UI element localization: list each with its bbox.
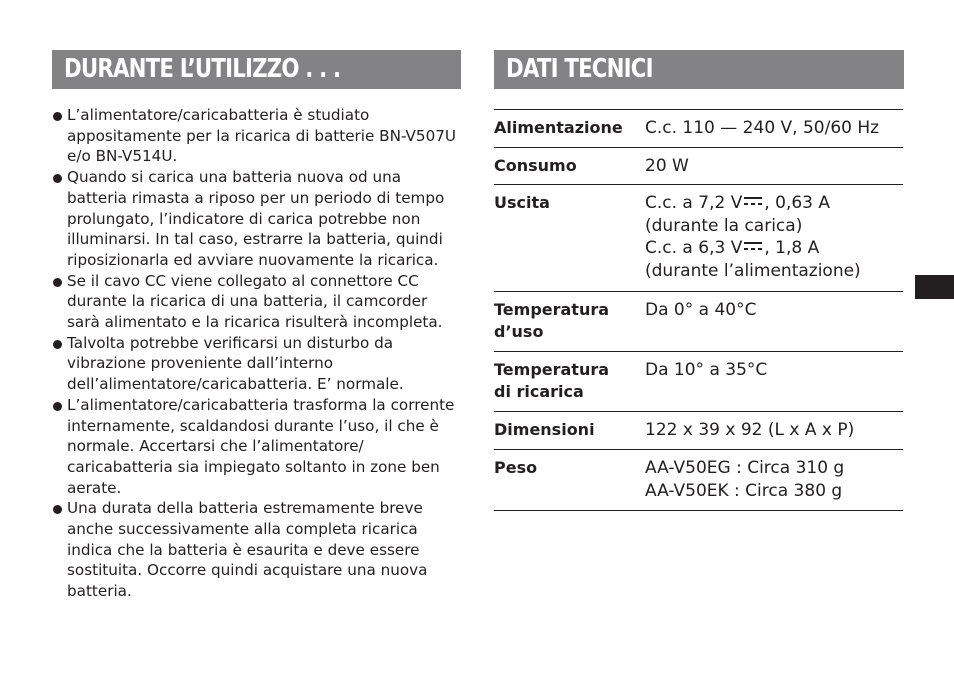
section-title-bar-right xyxy=(494,50,904,89)
spec-value: 122 x 39 x 92 (L x A x P) xyxy=(645,420,855,440)
usage-note-line: anche successivamente alla completa ricarica xyxy=(67,520,418,539)
dc-current-icon xyxy=(744,195,762,207)
usage-note-line: aerate. xyxy=(67,478,122,497)
section-tab-marker xyxy=(915,275,954,299)
spec-value: AA-V50EG : Circa 310 g AA-V50EK : Circa 380 g xyxy=(645,458,845,501)
usage-note-item xyxy=(52,105,464,167)
spec-label: Consumo xyxy=(494,156,577,175)
section-title-specs: DATI TECNICI xyxy=(506,54,653,84)
usage-note-line: sarà alimentato e la ricarica risulterà incompleta. xyxy=(67,313,443,332)
usage-note-item xyxy=(52,395,464,499)
usage-note-line: dell’alimentatore/caricabatteria. E’ normale. xyxy=(67,375,404,394)
spec-row-output xyxy=(494,185,903,292)
bullet-dot-icon xyxy=(53,174,62,183)
section-title-bar-left xyxy=(52,50,461,89)
usage-note-line: L’alimentatore/caricabatteria è studiato xyxy=(67,106,370,124)
usage-note-line: illuminarsi. In tal caso, estrarre la batteria, quindi xyxy=(67,230,443,249)
bullet-dot-icon xyxy=(53,278,62,287)
bullet-dot-icon xyxy=(53,340,62,349)
usage-note-line: normale. Accertarsi che l’alimentatore/ xyxy=(67,437,364,456)
spec-value: C.c. a 7,2 V , 0,63 A (durante la carica) C.c. a 6,3 V , 1,8 A (durante l’alimentazione) xyxy=(645,193,861,281)
usage-note-item xyxy=(52,333,464,395)
bullet-dot-icon xyxy=(53,505,62,514)
usage-note-item xyxy=(52,271,464,333)
usage-note-line: batteria rimasta a riposo per un periodo di tempo xyxy=(67,188,445,207)
usage-notes-list xyxy=(52,105,464,602)
usage-note-line: batteria. xyxy=(67,582,132,601)
spec-label: Alimentazione xyxy=(494,118,623,137)
usage-note-line: durante la ricarica di una batteria, il camcorder xyxy=(67,292,428,311)
spec-label: Temperatura di ricarica xyxy=(494,360,610,401)
bullet-dot-icon xyxy=(53,402,62,411)
spec-value: C.c. 110 — 240 V, 50/60 Hz xyxy=(645,118,880,138)
spec-value: Da 10° a 35°C xyxy=(645,360,768,380)
spec-row-consumption xyxy=(494,148,903,185)
usage-note-line: Talvolta potrebbe verificarsi un disturbo da xyxy=(67,333,394,352)
spec-row-dimensions xyxy=(494,412,903,450)
spec-label: Uscita xyxy=(494,193,550,212)
usage-note-line: sostituita. Occorre quindi acquistare una nuova xyxy=(67,561,428,580)
usage-note-line: e/o BN-V514U. xyxy=(67,147,178,166)
usage-note-line: vibrazione proveniente dall’interno xyxy=(67,354,334,373)
usage-note-item xyxy=(52,498,464,602)
spec-label: Peso xyxy=(494,458,538,477)
usage-note-line: prolungato, l’indicatore di carica potrebbe non xyxy=(67,209,421,228)
spec-row-weight xyxy=(494,450,903,511)
spec-value: Da 0° a 40°C xyxy=(645,300,757,320)
section-title-usage: DURANTE L’UTILIZZO . . . xyxy=(64,54,341,84)
usage-note-line: indica che la batteria è esaurita e deve essere xyxy=(67,540,420,559)
usage-note-line: Una durata della batteria estremamente breve xyxy=(67,499,423,518)
usage-note-line: Quando si carica una batteria nuova od una xyxy=(67,168,402,187)
usage-note-line: caricabatteria sia impiegato soltanto in zone ben xyxy=(67,457,440,476)
usage-note-item xyxy=(52,167,464,271)
spec-value: 20 W xyxy=(645,156,689,176)
spec-row-charging-temperature xyxy=(494,352,903,412)
dc-current-icon xyxy=(744,240,762,252)
spec-label: Temperatura d’uso xyxy=(494,300,610,341)
spec-row-operating-temperature xyxy=(494,292,903,352)
usage-note-line: riposizionarla ed avviare nuovamente la ricarica. xyxy=(67,250,439,269)
bullet-dot-icon xyxy=(53,112,62,121)
usage-note-line: Se il cavo CC viene collegato al connettore CC xyxy=(67,271,419,290)
usage-note-line: internamente, scaldandosi durante l’uso, il che è xyxy=(67,416,439,435)
spec-row-power xyxy=(494,110,903,148)
usage-note-line: appositamente per la ricarica di batterie BN-V507U xyxy=(67,126,457,145)
spec-label: Dimensioni xyxy=(494,420,595,439)
specs-table xyxy=(494,109,903,511)
usage-note-line: L’alimentatore/caricabatteria trasforma la corrente xyxy=(67,395,455,414)
